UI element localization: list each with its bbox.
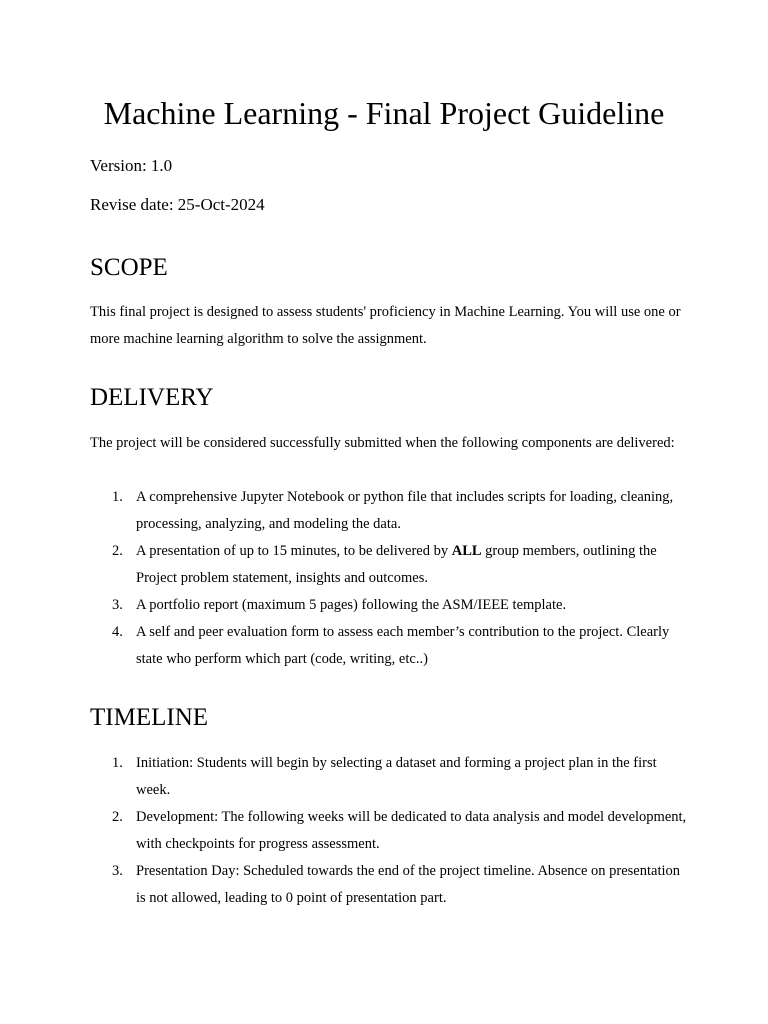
list-item-text: A self and peer evaluation form to assess each member’s contribution to the project. Clearly state who perform which part (code, writing, etc..) xyxy=(136,624,670,667)
delivery-intro: The project will be considered successfully submitted when the following components are delivered: xyxy=(90,435,675,451)
scope-paragraph: This final project is designed to assess students' proficiency in Machine Learning. You will use one or more machine learning algorithm to solve the assignment. xyxy=(90,304,681,347)
list-number: 4. xyxy=(112,624,123,640)
delivery-item-1 xyxy=(90,484,690,538)
revise-date-text: Revise date: 25-Oct-2024 xyxy=(90,195,265,214)
delivery-heading: DELIVERY xyxy=(90,384,214,411)
list-item-text-after: group members, outlining the Project problem statement, insights and outcomes. xyxy=(136,543,657,586)
list-number: 3. xyxy=(112,597,123,613)
timeline-item-3 xyxy=(90,858,690,912)
version-text: Version: 1.0 xyxy=(90,156,173,175)
list-item-text: Initiation: Students will begin by selecting a dataset and forming a project plan in the first week. xyxy=(136,755,657,798)
list-number: 1. xyxy=(112,755,123,771)
list-number: 2. xyxy=(112,543,123,559)
document-title: Machine Learning - Final Project Guideline xyxy=(103,95,665,131)
delivery-item-2 xyxy=(90,538,690,592)
list-number: 3. xyxy=(112,863,123,879)
delivery-item-3 xyxy=(90,592,690,619)
emphasis-all: ALL xyxy=(451,543,482,559)
list-number: 1. xyxy=(112,489,123,505)
list-item-text: Presentation Day: Scheduled towards the end of the project timeline. Absence on presentation is not allowed, leading to 0 point of presentation part. xyxy=(136,863,680,906)
list-item-text-before: A presentation of up to 15 minutes, to be delivered by xyxy=(136,543,452,559)
scope-heading: SCOPE xyxy=(90,254,168,281)
list-item-text: Development: The following weeks will be dedicated to data analysis and model development, with checkpoints for progress assessment. xyxy=(136,809,687,852)
list-item-text: A comprehensive Jupyter Notebook or python file that includes scripts for loading, cleaning, processing, analyzing, and modeling the data. xyxy=(136,489,674,532)
timeline-heading: TIMELINE xyxy=(90,704,209,731)
timeline-list xyxy=(90,750,690,912)
timeline-item-1 xyxy=(90,750,690,804)
list-item-text: A portfolio report (maximum 5 pages) following the ASM/IEEE template. xyxy=(136,597,567,613)
list-number: 2. xyxy=(112,809,123,825)
delivery-list xyxy=(90,484,690,673)
delivery-item-4 xyxy=(90,619,690,673)
timeline-item-2 xyxy=(90,804,690,858)
